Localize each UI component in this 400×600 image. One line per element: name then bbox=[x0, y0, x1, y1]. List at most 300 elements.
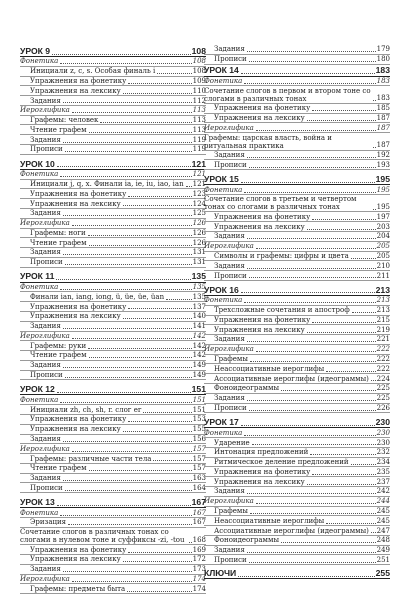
dot-leader bbox=[63, 215, 192, 216]
toc-entry-page: 121 bbox=[191, 158, 206, 169]
dot-leader bbox=[244, 83, 375, 84]
dot-leader bbox=[241, 73, 375, 74]
dot-leader bbox=[88, 348, 191, 349]
toc-entry-title: Задания bbox=[214, 232, 245, 241]
toc-item-row bbox=[20, 474, 206, 484]
dot-leader bbox=[310, 454, 375, 455]
toc-entry-title: Фоноидеограммы bbox=[214, 536, 280, 545]
toc-entry-page: 142 bbox=[192, 341, 206, 350]
dot-leader bbox=[307, 120, 376, 121]
toc-section-row bbox=[20, 283, 206, 293]
toc-item-row bbox=[20, 209, 206, 219]
toc-item-row bbox=[204, 151, 390, 161]
toc-entry-title: Упражнения на фонетику bbox=[214, 212, 311, 221]
dot-leader bbox=[247, 341, 376, 342]
toc-entry-title: УРОК 15 bbox=[204, 173, 239, 184]
dot-leader bbox=[249, 61, 376, 62]
toc-entry-title: Графемы bbox=[214, 506, 248, 515]
toc-entry-page: 222 bbox=[376, 364, 390, 373]
dot-leader bbox=[65, 490, 192, 491]
toc-item-row bbox=[204, 212, 390, 222]
toc-entry-page: 245 bbox=[376, 506, 390, 515]
toc-item-row bbox=[20, 96, 206, 106]
dot-leader bbox=[244, 302, 375, 303]
toc-item-row bbox=[204, 507, 390, 517]
dot-leader bbox=[312, 322, 375, 323]
toc-multi-row bbox=[204, 133, 390, 150]
toc-entry-page: 142 bbox=[192, 351, 206, 360]
toc-entry-page: 163 bbox=[192, 474, 206, 483]
toc-entry-page: 151 bbox=[192, 405, 206, 414]
dot-leader bbox=[128, 421, 191, 422]
dot-leader bbox=[89, 132, 192, 133]
toc-entry-page: 149 bbox=[192, 361, 206, 370]
toc-entry-page: 113 bbox=[192, 116, 206, 125]
toc-keys-row bbox=[204, 567, 390, 579]
toc-entry-title: Графемы: царская власть, война и ритуальная практика bbox=[204, 133, 332, 150]
toc-item-row bbox=[20, 292, 206, 302]
dot-leader bbox=[326, 523, 375, 524]
dot-leader bbox=[123, 431, 192, 432]
dot-leader bbox=[249, 167, 376, 168]
toc-entry-page: 131 bbox=[192, 258, 206, 267]
dot-leader bbox=[63, 102, 192, 103]
toc-entry-title: Упражнения на фонетику bbox=[214, 315, 311, 324]
toc-entry-title: Графемы: различные части тела bbox=[30, 454, 152, 463]
toc-item-row bbox=[204, 335, 390, 345]
toc-item-row bbox=[204, 271, 390, 281]
toc-section-row bbox=[20, 444, 206, 454]
toc-entry-title: Прописи bbox=[214, 271, 247, 280]
toc-column-left bbox=[20, 45, 206, 594]
toc-item-row bbox=[20, 454, 206, 464]
toc-section-row bbox=[20, 332, 206, 342]
toc-entry-title: Иероглифика bbox=[204, 123, 254, 132]
toc-entry-page: 197 bbox=[376, 212, 390, 221]
dot-leader bbox=[256, 351, 376, 352]
toc-entry-page: 157 bbox=[192, 454, 206, 463]
dot-leader bbox=[247, 493, 376, 494]
toc-entry-title: Инициали z, c, s. Особая финаль i bbox=[30, 67, 156, 76]
toc-entry-title: Упражнения на лексику bbox=[214, 477, 305, 486]
dot-leader bbox=[65, 264, 192, 265]
toc-item-row bbox=[20, 405, 206, 415]
dot-leader bbox=[88, 235, 192, 236]
toc-lesson-row bbox=[20, 496, 206, 508]
dot-leader bbox=[57, 392, 191, 393]
toc-entry-title: Фонетика bbox=[204, 185, 243, 194]
toc-lesson-row bbox=[20, 271, 206, 283]
toc-entry-page: 205 bbox=[376, 252, 390, 260]
toc-entry-page: 141 bbox=[192, 322, 206, 331]
dot-leader bbox=[60, 176, 191, 177]
dot-leader bbox=[123, 318, 192, 319]
toc-entry-title: Чтение графем bbox=[30, 464, 87, 473]
toc-entry-page: 153 bbox=[192, 415, 206, 424]
dot-leader bbox=[123, 93, 192, 94]
dot-leader bbox=[351, 258, 376, 259]
toc-entry-page: 109 bbox=[192, 76, 206, 85]
toc-entry-page: 119 bbox=[192, 135, 206, 144]
toc-entry-title: УРОК 9 bbox=[20, 45, 51, 56]
toc-item-row bbox=[20, 67, 206, 77]
toc-entry-title: Графемы: руки bbox=[30, 341, 87, 350]
toc-entry-page: 179 bbox=[376, 45, 390, 54]
toc-entry-page: 242 bbox=[376, 487, 390, 496]
toc-entry-page: 156 bbox=[192, 434, 206, 443]
toc-item-row bbox=[20, 483, 206, 493]
dot-leader bbox=[166, 299, 192, 300]
toc-entry-page: 151 bbox=[191, 384, 206, 395]
toc-entry-page: 135 bbox=[192, 292, 206, 301]
dot-leader bbox=[63, 254, 192, 255]
dot-leader bbox=[100, 122, 191, 123]
toc-item-row bbox=[204, 394, 390, 404]
toc-item-row bbox=[20, 565, 206, 575]
dot-leader bbox=[63, 441, 192, 442]
dot-leader bbox=[352, 312, 376, 313]
toc-entry-page: 174 bbox=[192, 575, 206, 584]
toc-entry-page: 195 bbox=[376, 203, 390, 212]
toc-section-row bbox=[20, 395, 206, 405]
dot-leader bbox=[72, 338, 192, 339]
toc-column-right bbox=[204, 45, 390, 579]
toc-entry-title: Задания bbox=[30, 474, 61, 483]
toc-item-row bbox=[20, 189, 206, 199]
toc-item-row bbox=[204, 404, 390, 414]
toc-entry-page: 135 bbox=[191, 271, 206, 282]
dot-leader bbox=[238, 576, 374, 577]
toc-entry-title: Задания bbox=[214, 487, 245, 496]
toc-entry-title: Упражнения на лексику bbox=[30, 425, 121, 434]
dot-leader bbox=[307, 229, 376, 230]
toc-entry-title: Фонетика bbox=[20, 395, 59, 404]
dot-leader bbox=[60, 515, 191, 516]
dot-leader bbox=[256, 130, 376, 131]
toc-entry-title: Упражнения на лексику bbox=[214, 222, 305, 231]
toc-entry-page: 183 bbox=[376, 94, 390, 103]
toc-entry-title: УРОК 12 bbox=[20, 384, 55, 395]
toc-entry-page: 204 bbox=[376, 232, 390, 241]
toc-entry-page: 211 bbox=[376, 271, 390, 280]
toc-item-row bbox=[204, 364, 390, 374]
dot-leader bbox=[281, 390, 376, 391]
dot-leader bbox=[123, 561, 192, 562]
toc-entry-title: Иероглифика bbox=[20, 106, 70, 115]
toc-entry-title: Иероглифика bbox=[20, 331, 70, 340]
toc-entry-title: Упражнения на фонетику bbox=[30, 545, 127, 554]
toc-item-row bbox=[20, 584, 206, 594]
toc-entry-page: 203 bbox=[376, 222, 390, 231]
dot-leader bbox=[186, 186, 192, 187]
dot-leader bbox=[281, 542, 376, 543]
toc-entry-title: Упражнения на лексику bbox=[30, 86, 121, 95]
toc-item-row bbox=[204, 384, 390, 394]
toc-section-row bbox=[20, 170, 206, 180]
dot-leader bbox=[128, 196, 191, 197]
toc-entry-title: Фонетика bbox=[20, 170, 59, 179]
toc-entry-page: 192 bbox=[376, 151, 390, 160]
toc-item-row bbox=[20, 258, 206, 268]
toc-item-row bbox=[20, 180, 206, 190]
toc-item-row bbox=[204, 536, 390, 546]
toc-entry-title: Задания bbox=[30, 96, 61, 105]
toc-entry-title: УРОК 14 bbox=[204, 65, 239, 76]
toc-item-row bbox=[20, 464, 206, 474]
toc-entry-page: 210 bbox=[376, 261, 390, 270]
dot-leader bbox=[250, 361, 376, 362]
dot-leader bbox=[307, 484, 376, 485]
toc-entry-page: 232 bbox=[376, 448, 390, 457]
toc-entry-page: 167 bbox=[192, 518, 206, 527]
toc-entry-page: 149 bbox=[192, 371, 206, 380]
toc-entry-title: УРОК 11 bbox=[20, 271, 55, 282]
toc-entry-title: Фонетика bbox=[204, 76, 243, 85]
toc-entry-page: 121 bbox=[192, 170, 206, 179]
toc-section-row bbox=[20, 219, 206, 229]
dot-leader bbox=[247, 157, 376, 158]
toc-entry-page: 245 bbox=[376, 516, 390, 525]
toc-item-row bbox=[204, 516, 390, 526]
dot-leader bbox=[241, 182, 375, 183]
toc-item-row bbox=[20, 135, 206, 145]
toc-entry-page: 168 bbox=[192, 535, 206, 544]
toc-entry-title: Прописи bbox=[214, 55, 247, 64]
toc-entry-title: КЛЮЧИ bbox=[204, 567, 237, 578]
toc-entry-page: 224 bbox=[376, 374, 390, 383]
toc-item-row bbox=[204, 252, 390, 262]
toc-entry-title: Задания bbox=[214, 45, 245, 54]
toc-item-row bbox=[204, 104, 390, 114]
toc-entry-title: Графемы: человек bbox=[30, 116, 99, 125]
toc-item-row bbox=[20, 341, 206, 351]
toc-entry-title: Сочетание слогов в различных тонах со слогами в нулевом тоне и суффиксы -zi, -tou bbox=[20, 528, 185, 545]
toc-entry-title: УРОК 17 bbox=[204, 417, 239, 428]
dot-leader bbox=[56, 279, 190, 280]
toc-section-row bbox=[204, 123, 390, 133]
dot-leader bbox=[89, 357, 192, 358]
toc-item-row bbox=[20, 312, 206, 322]
toc-entry-page: 121 bbox=[192, 179, 206, 188]
toc-item-row bbox=[204, 467, 390, 477]
toc-entry-title: Иероглифика bbox=[204, 345, 254, 354]
toc-entry-title: Задания bbox=[30, 248, 61, 257]
dot-leader bbox=[312, 474, 375, 475]
toc-entry-title: Задания bbox=[30, 565, 61, 574]
dot-leader bbox=[123, 205, 192, 206]
dot-leader bbox=[252, 444, 376, 445]
toc-entry-page: 164 bbox=[192, 483, 206, 492]
toc-entry-page: 155 bbox=[192, 425, 206, 434]
dot-leader bbox=[157, 73, 191, 74]
toc-entry-title: Интонация предложений bbox=[214, 448, 309, 457]
dot-leader bbox=[65, 151, 192, 152]
dot-leader bbox=[241, 425, 375, 426]
toc-entry-page: 244 bbox=[376, 497, 390, 506]
toc-entry-title: Чтение графем bbox=[30, 125, 87, 134]
toc-item-row bbox=[20, 555, 206, 565]
toc-entry-page: 205 bbox=[376, 242, 390, 251]
dot-leader bbox=[247, 238, 376, 239]
toc-section-row bbox=[204, 345, 390, 355]
toc-entry-page: 157 bbox=[192, 464, 206, 473]
toc-entry-title: Упражнения на лексику bbox=[214, 325, 305, 334]
dot-leader bbox=[250, 513, 376, 514]
toc-entry-page: 226 bbox=[376, 403, 390, 412]
toc-entry-page: 230 bbox=[376, 428, 390, 437]
toc-lesson-row bbox=[204, 173, 390, 185]
toc-entry-title: Ассоциативные иероглифы (идеограммы) bbox=[214, 374, 369, 383]
toc-entry-page: 247 bbox=[376, 526, 390, 535]
toc-entry-title: Задания bbox=[30, 361, 61, 370]
toc-item-row bbox=[204, 261, 390, 271]
toc-entry-title: Фонетика bbox=[20, 283, 59, 292]
dot-leader bbox=[128, 83, 191, 84]
toc-item-row bbox=[20, 229, 206, 239]
toc-item-row bbox=[204, 355, 390, 365]
toc-entry-page: 142 bbox=[192, 331, 206, 340]
dot-leader bbox=[373, 100, 376, 101]
toc-entry-page: 140 bbox=[192, 312, 206, 321]
toc-section-row bbox=[20, 575, 206, 585]
toc-entry-title: Упражнения на фонетику bbox=[214, 104, 311, 113]
toc-entry-title: Неассоциативные иероглифы bbox=[214, 364, 325, 373]
dot-leader bbox=[312, 110, 375, 111]
toc-item-row bbox=[20, 545, 206, 555]
toc-entry-title: Прописи bbox=[214, 403, 247, 412]
toc-entry-title: Графемы: ноги bbox=[30, 228, 86, 237]
toc-entry-page: 248 bbox=[376, 536, 390, 545]
toc-entry-title: Иероглифика bbox=[204, 497, 254, 506]
toc-entry-title: Прописи bbox=[214, 160, 247, 169]
dot-leader bbox=[249, 562, 376, 563]
toc-entry-title: Эризация bbox=[30, 518, 67, 527]
toc-entry-page: 113 bbox=[192, 106, 206, 115]
toc-entry-page: 125 bbox=[192, 209, 206, 218]
toc-entry-page: 110 bbox=[192, 86, 206, 95]
dot-leader bbox=[244, 435, 375, 436]
dot-leader bbox=[256, 248, 376, 249]
toc-item-row bbox=[204, 306, 390, 316]
toc-section-row bbox=[204, 497, 390, 507]
toc-item-row bbox=[204, 477, 390, 487]
toc-entry-title: Прописи bbox=[30, 145, 63, 154]
toc-entry-title: Иероглифика bbox=[20, 444, 70, 453]
toc-entry-title: Задания bbox=[30, 434, 61, 443]
toc-entry-title: Трехсложные сочетания и апостроф bbox=[214, 306, 350, 315]
toc-entry-page: 230 bbox=[376, 438, 390, 447]
toc-entry-page: 151 bbox=[192, 395, 206, 404]
toc-item-row bbox=[204, 325, 390, 335]
toc-entry-title: Неассоциативные иероглифы bbox=[214, 516, 325, 525]
toc-entry-title: Фонетика bbox=[204, 296, 243, 305]
toc-item-row bbox=[20, 86, 206, 96]
toc-entry-page: 222 bbox=[376, 345, 390, 354]
toc-entry-page: 123 bbox=[192, 189, 206, 198]
toc-entry-page: 137 bbox=[192, 302, 206, 311]
toc-entry-page: 108 bbox=[191, 45, 206, 56]
dot-leader bbox=[153, 460, 191, 461]
toc-entry-page: 108 bbox=[192, 67, 206, 76]
toc-item-row bbox=[204, 55, 390, 65]
toc-item-row bbox=[204, 316, 390, 326]
toc-item-row bbox=[20, 518, 206, 528]
dot-leader bbox=[189, 542, 192, 543]
toc-entry-title: Прописи bbox=[30, 258, 63, 267]
toc-entry-title: Фонетика bbox=[204, 428, 243, 437]
dot-leader bbox=[128, 552, 191, 553]
dot-leader bbox=[52, 54, 191, 55]
toc-entry-title: Иероглифика bbox=[20, 219, 70, 228]
toc-entry-page: 180 bbox=[376, 55, 390, 64]
toc-entry-page: 222 bbox=[376, 355, 390, 364]
dot-leader bbox=[143, 412, 191, 413]
dot-leader bbox=[57, 166, 191, 167]
toc-entry-page: 195 bbox=[375, 173, 390, 184]
toc-item-row bbox=[204, 555, 390, 565]
dot-leader bbox=[244, 192, 375, 193]
toc-entry-title: Ассоциативные иероглифы (идеограммы) bbox=[214, 526, 369, 535]
toc-entry-page: 169 bbox=[192, 545, 206, 554]
toc-entry-page: 213 bbox=[376, 306, 390, 315]
dot-leader bbox=[68, 524, 192, 525]
toc-entry-title: Фонетика bbox=[20, 57, 59, 66]
dot-leader bbox=[307, 332, 376, 333]
toc-item-row bbox=[20, 425, 206, 435]
toc-entry-page: 225 bbox=[376, 384, 390, 393]
toc-item-row bbox=[204, 438, 390, 448]
dot-leader bbox=[351, 464, 376, 465]
toc-entry-page: 126 bbox=[192, 228, 206, 237]
toc-entry-page: 215 bbox=[376, 315, 390, 324]
toc-entry-title: Упражнения на лексику bbox=[30, 312, 121, 321]
toc-item-row bbox=[20, 199, 206, 209]
toc-entry-title: Задания bbox=[214, 394, 245, 403]
toc-entry-title: Инициали zh, ch, sh, r. слог er bbox=[30, 405, 142, 414]
toc-entry-page: 172 bbox=[192, 555, 206, 564]
toc-item-row bbox=[204, 222, 390, 232]
toc-item-row bbox=[204, 114, 390, 124]
dot-leader bbox=[373, 147, 376, 148]
toc-entry-title: Упражнения на лексику bbox=[214, 114, 305, 122]
toc-section-row bbox=[20, 106, 206, 116]
toc-entry-page: 187 bbox=[376, 114, 390, 122]
toc-entry-page: 131 bbox=[192, 248, 206, 257]
toc-entry-page: 193 bbox=[376, 160, 390, 169]
dot-leader bbox=[72, 112, 192, 113]
toc-item-row bbox=[20, 248, 206, 258]
dot-leader bbox=[241, 292, 375, 293]
dot-leader bbox=[89, 245, 192, 246]
toc-entry-page: 187 bbox=[376, 123, 390, 132]
toc-lesson-row bbox=[204, 65, 390, 77]
toc-section-row bbox=[20, 508, 206, 518]
dot-leader bbox=[63, 571, 192, 572]
toc-entry-title: Чтение графем bbox=[30, 238, 87, 247]
toc-entry-title: Прописи bbox=[30, 371, 63, 380]
toc-entry-title: Задания bbox=[214, 546, 245, 555]
toc-entry-title: Прописи bbox=[214, 555, 247, 564]
toc-lesson-row bbox=[204, 416, 390, 428]
toc-entry-title: Ритмическое деление предложений bbox=[214, 458, 349, 467]
dot-leader bbox=[312, 219, 375, 220]
toc-item-row bbox=[20, 371, 206, 381]
dot-leader bbox=[371, 532, 376, 533]
toc-entry-page: 173 bbox=[192, 565, 206, 574]
toc-lesson-row bbox=[20, 158, 206, 170]
toc-entry-page: 225 bbox=[376, 394, 390, 403]
toc-lesson-row bbox=[20, 383, 206, 395]
